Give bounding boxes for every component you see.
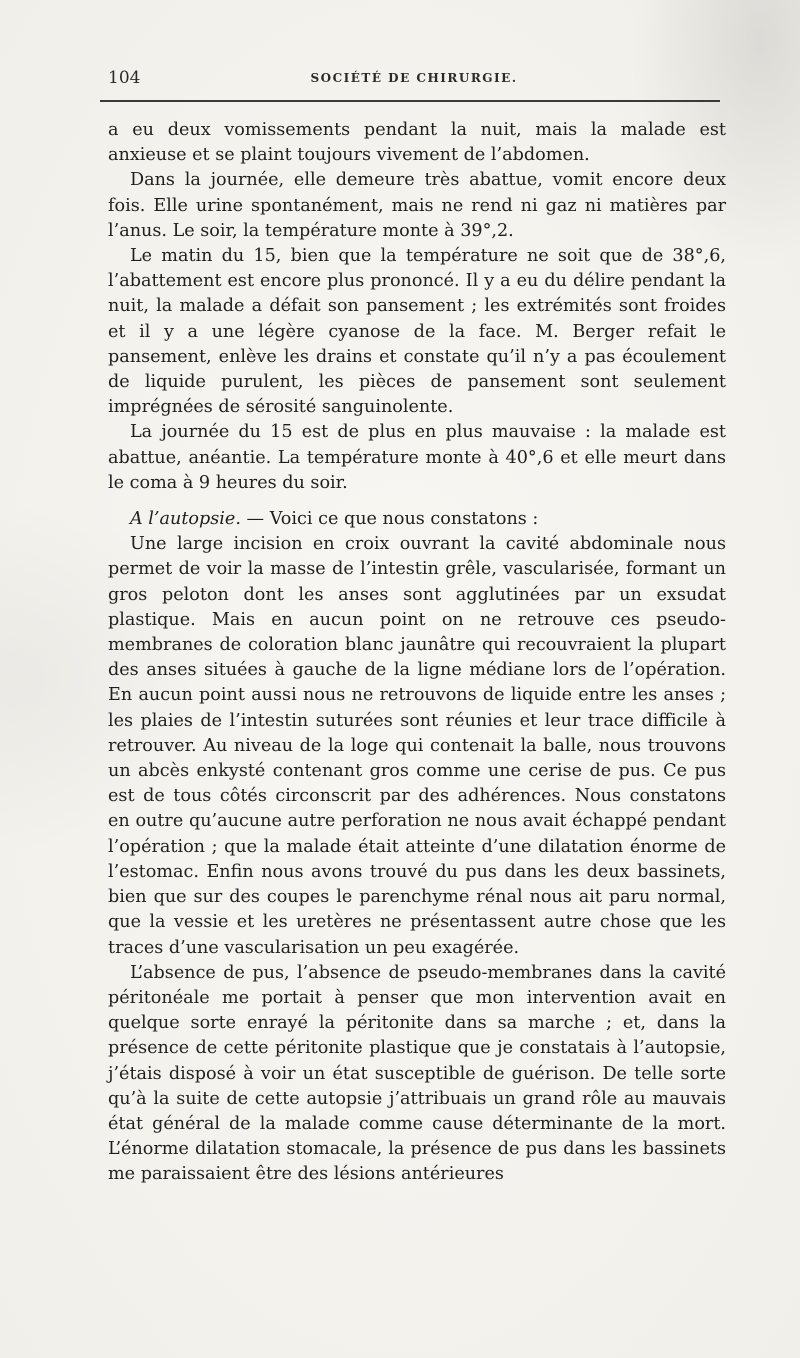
header-rule <box>100 100 720 102</box>
page-number: 104 <box>108 68 141 88</box>
body-text <box>108 118 726 1188</box>
paragraph-interpretation: L’absence de pus, l’absence de pseudo-membranes dans la cavité péritonéale me portait à penser que mon intervention avait en quelque sorte enrayé la péritonite dans sa marche ; et, dans la présence de cette péritonite plastique que je constatais à l’autopsie, j’étais disposé à voir un état susceptible de guérison. De telle sorte qu’à la suite de cette autopsie j’attribuais un grand rôle au mauvais état général de la malade comme cause déterminante de la mort. L’énorme dilatation stomacale, la présence de pus dans les bassinets me paraissaient être des lésions antérieures <box>108 962 726 1185</box>
paragraph-day-evening: Dans la journée, elle demeure très abattue, vomit encore deux fois. Elle urine spontanément, mais ne rend ni gaz ni matières par l’anus. Le soir, la température monte à 39°,2. <box>108 170 726 241</box>
autopsy-heading-italic: A l’autopsie. <box>130 509 241 530</box>
running-title: SOCIÉTÉ DE CHIRURGIE. <box>310 71 518 85</box>
page-header <box>108 68 720 92</box>
autopsy-heading <box>108 507 726 532</box>
paragraph-continuation: a eu deux vomissements pendant la nuit, mais la malade est anxieuse et se plaint toujours vivement de l’abdomen. <box>108 120 726 166</box>
paragraph-autopsy-findings: Une large incision en croix ouvrant la cavité abdominale nous permet de voir la masse de l’intestin grêle, vascularisée, formant un gros peloton dont les anses sont agglutinées par un exsudat plastique. Mais en aucun point on ne retrouve ces pseudo-membranes de coloration blanc jaunâtre qui recouvraient la plupart des anses situées à gauche de la ligne médiane lors de l’opération. En aucun point aussi nous ne retrouvons de liquide entre les anses ; les plaies de l’intestin suturées sont réunies et leur trace difficile à retrouver. Au niveau de la loge qui contenait la balle, nous trouvons un abcès enkysté contenant gros comme une cerise de pus. Ce pus est de tous côtés circonscrit par des adhérences. Nous constatons en outre qu’aucune autre perforation ne nous avait échappé pendant l’opération ; que la malade était atteinte d’une dilatation énorme de l’estomac. Enfin nous avons trouvé du pus dans les deux bassinets, bien que sur des coupes le parenchyme rénal nous ait paru normal, que la vessie et les uretères ne présentassent autre chose que les traces d’une vascularisation un peu exagérée. <box>108 534 726 958</box>
paragraph-death: La journée du 15 est de plus en plus mauvaise : la malade est abattue, anéantie. La température monte à 40°,6 et elle meurt dans le coma à 9 heures du soir. <box>108 422 726 493</box>
autopsy-heading-rest: — Voici ce que nous constatons : <box>240 509 539 530</box>
paragraph-morning-15: Le matin du 15, bien que la température ne soit que de 38°,6, l’abattement est encore plus prononcé. Il y a eu du délire pendant la nuit, la malade a défait son pansement ; les extrémités sont froides et il y a une légère cyanose de la face. M. Berger refait le pansement, enlève les drains et constate qu’il n’y a pas écoulement de liquide purulent, les pièces de pansement sont seulement imprégnées de sérosité sanguinolente. <box>108 246 726 418</box>
